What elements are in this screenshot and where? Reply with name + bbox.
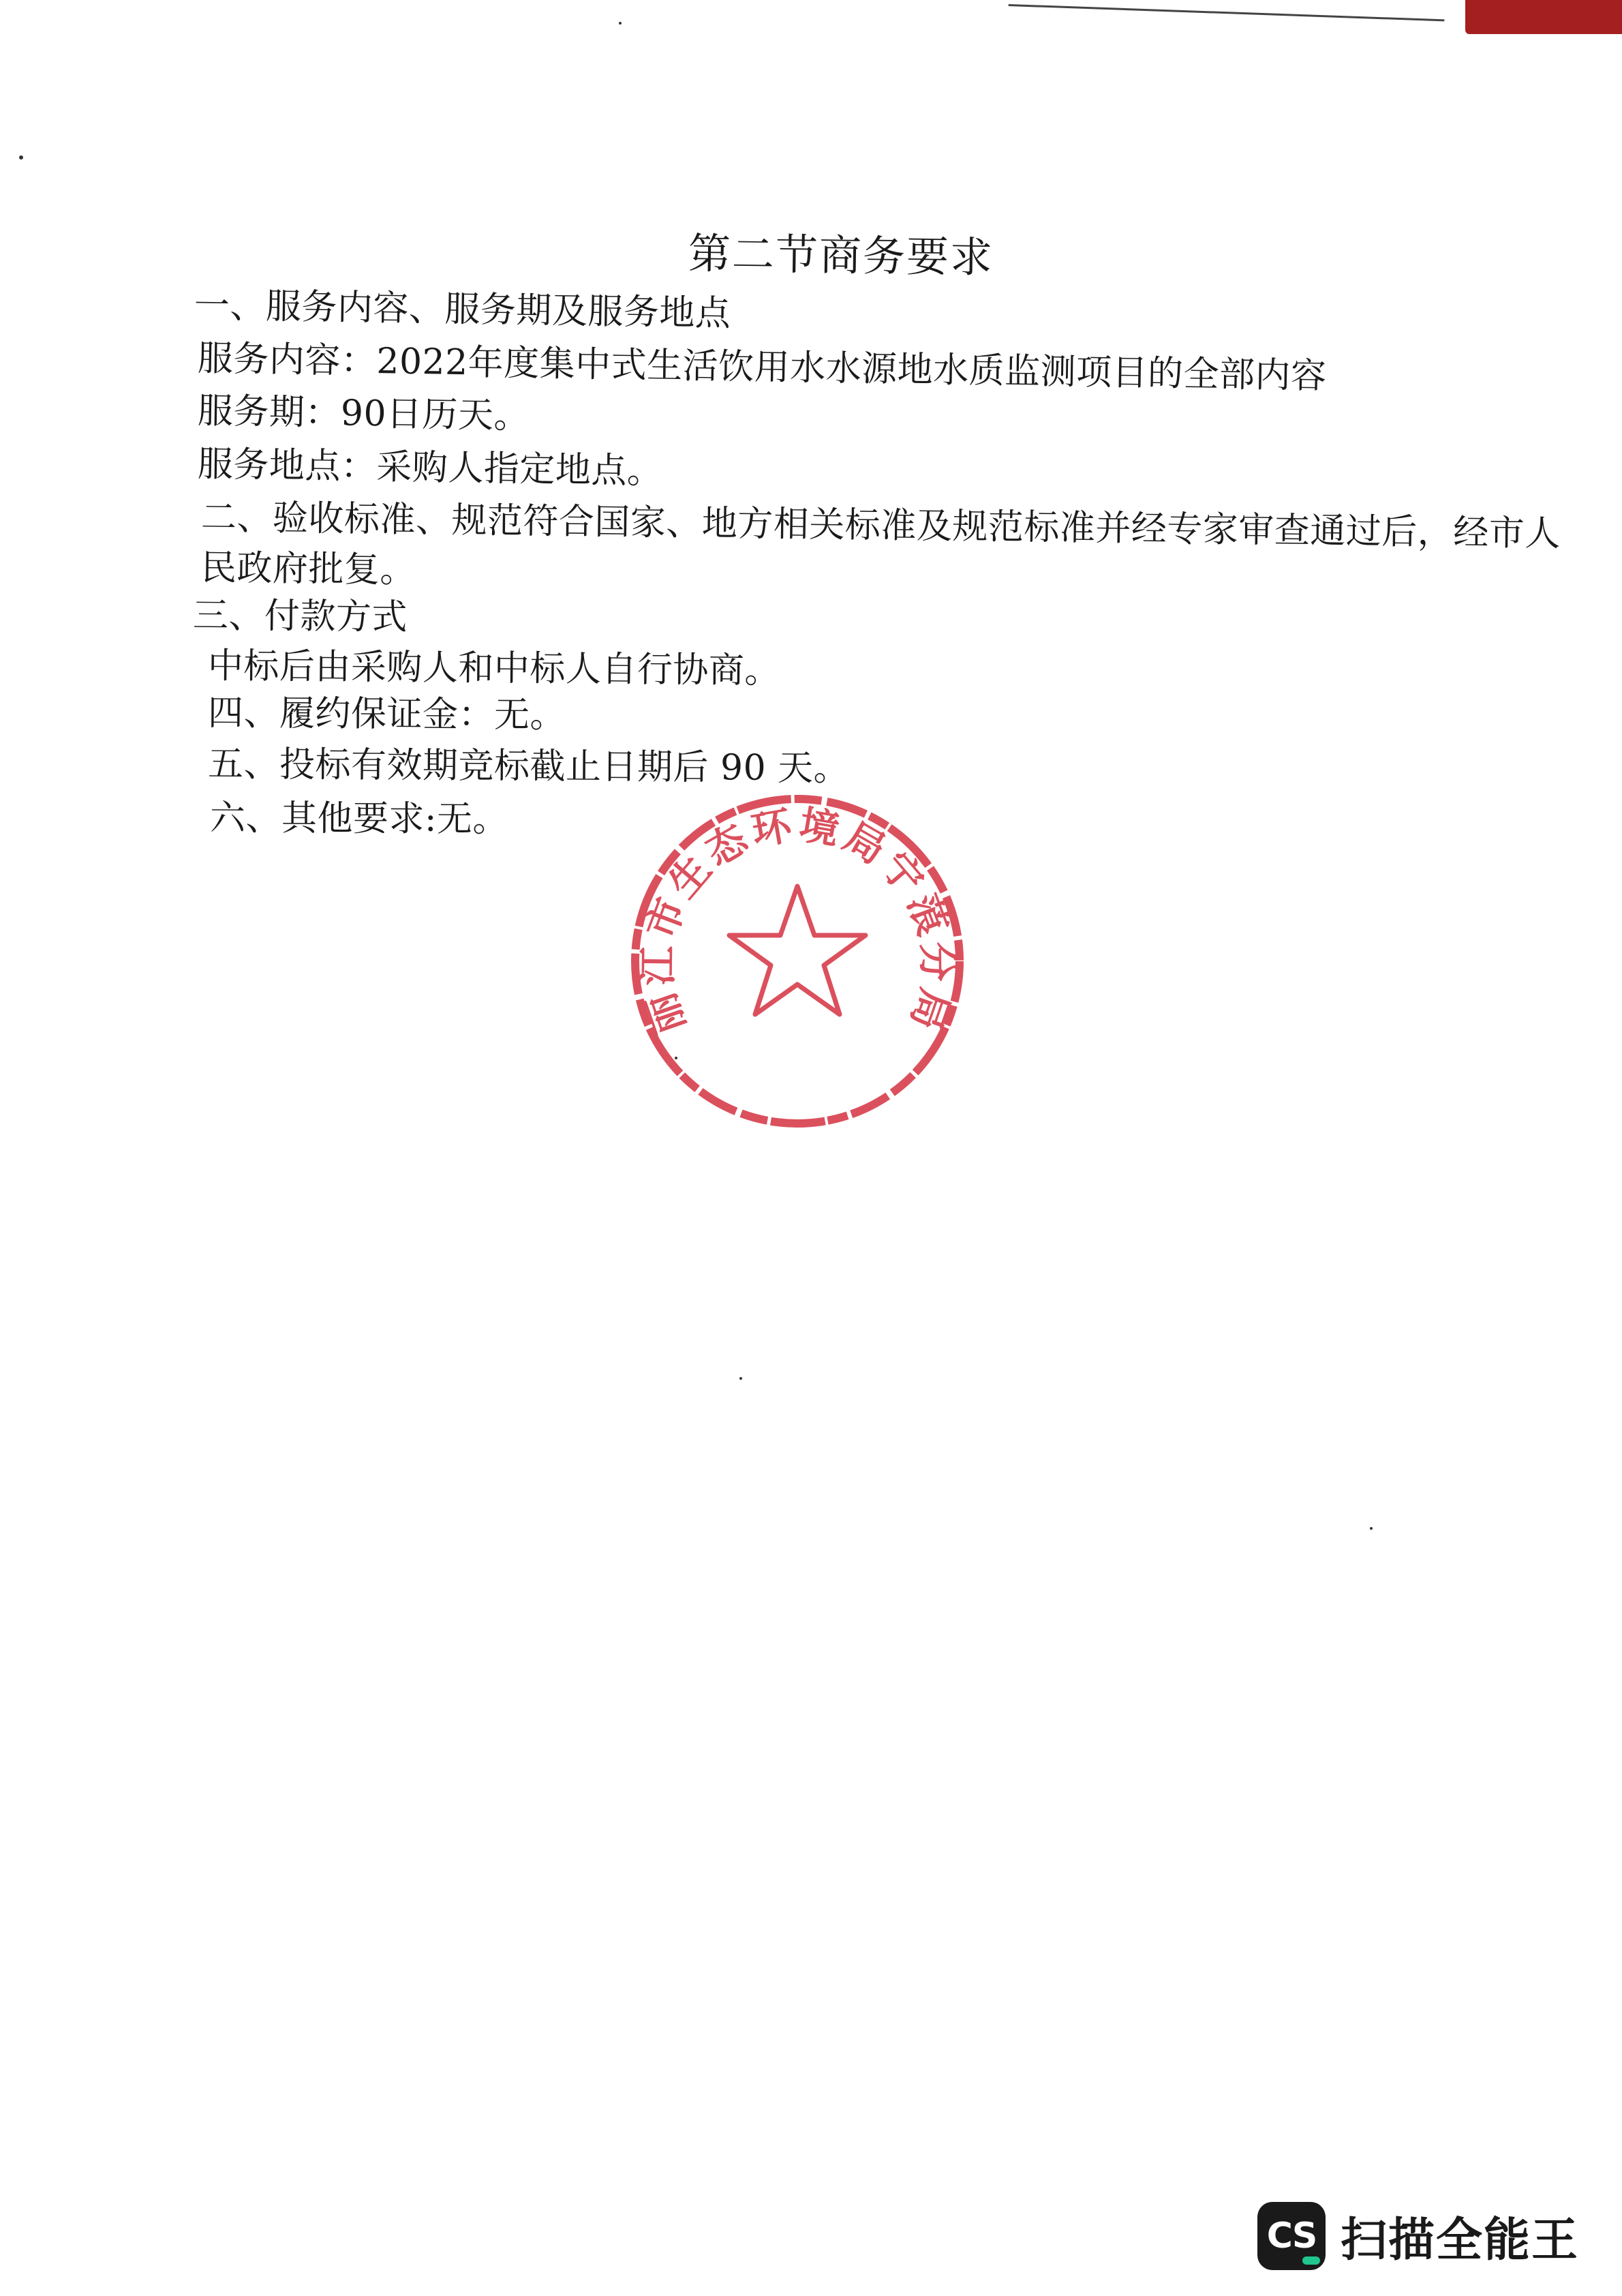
service-content-line: 服务内容：2022年度集中式生活饮用水水源地水质监测项目的全部内容	[197, 338, 1328, 397]
scan-speck	[619, 22, 622, 25]
official-seal-stamp	[620, 784, 975, 1138]
cs-logo-accent	[1302, 2256, 1320, 2265]
page-edge-line	[1009, 0, 1445, 21]
section-heading-3: 三、付款方式	[192, 595, 408, 638]
cs-logo-text: CS	[1266, 2216, 1317, 2256]
service-location-line: 服务地点：采购人指定地点。	[197, 444, 663, 492]
section-heading-4: 四、履约保证金：无。	[207, 693, 566, 736]
scan-speck	[739, 1377, 742, 1380]
cs-logo-icon	[1257, 2202, 1326, 2270]
section-2-continuation: 民政府批复。	[200, 547, 416, 591]
scan-speck	[19, 155, 23, 160]
service-period-line: 服务期：90日历天。	[197, 391, 530, 437]
svg-text:丽江市生态环境局宁蒗分局	[634, 801, 961, 1040]
scan-speck	[1370, 1527, 1373, 1530]
stamp-text: 丽江市生态环境局宁蒗分局	[634, 801, 961, 1040]
section-heading-2: 二、验收标准、规范符合国家、地方相关标准及规范标准并经专家审查通过后，经市人	[200, 497, 1561, 555]
section-heading-5: 五、投标有效期竞标截止日期后 90 天。	[207, 744, 850, 789]
cs-scanner-watermark	[1257, 2202, 1579, 2270]
section-heading-6: 六、其他要求:无。	[209, 798, 509, 841]
section-heading-1: 一、服务内容、服务期及服务地点	[194, 285, 731, 335]
page-edge-artifact	[1465, 0, 1622, 34]
cs-app-name: 扫描全能王	[1341, 2213, 1580, 2267]
payment-method-line: 中标后由采购人和中标人自行协商。	[207, 646, 781, 692]
document-title: 第二节商务要求	[688, 228, 994, 283]
